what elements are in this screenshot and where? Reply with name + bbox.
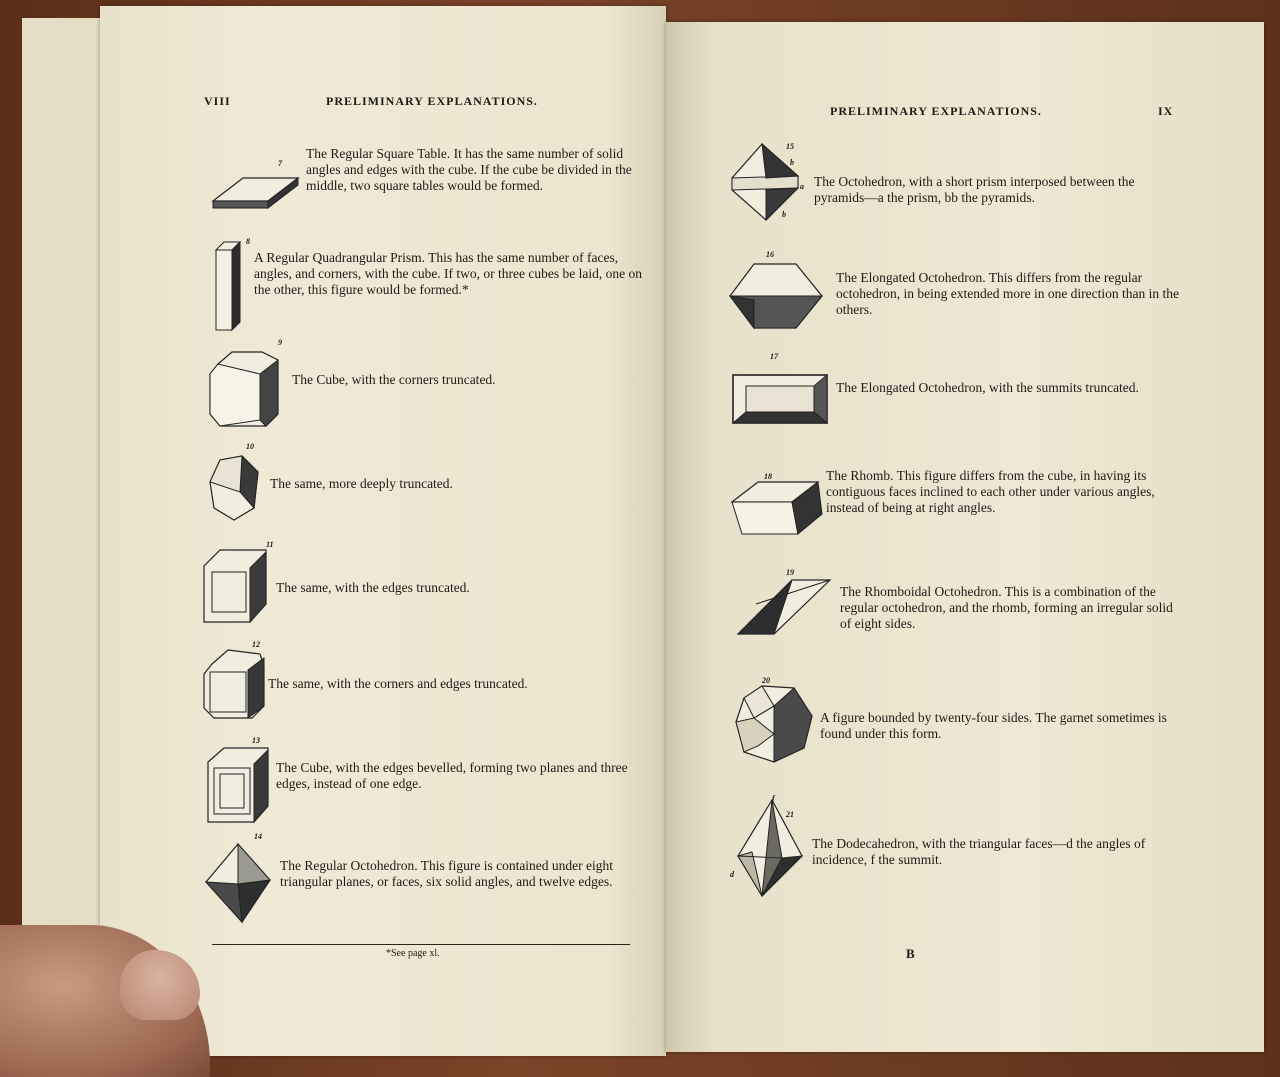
left-page xyxy=(100,6,666,1056)
figure-number-10: 10 xyxy=(246,442,254,451)
figure-9-truncated-cube xyxy=(204,344,288,430)
figure-15-octohedron-with-prism xyxy=(726,140,806,224)
figure-18-rhomb xyxy=(728,478,824,538)
figure-number-20: 20 xyxy=(762,676,770,685)
figure-number-13: 13 xyxy=(252,736,260,745)
figure-14-regular-octohedron xyxy=(202,840,274,926)
right-page xyxy=(666,22,1264,1052)
footnote-rule xyxy=(212,944,630,945)
figure-number-9: 9 xyxy=(278,338,282,347)
entry-15-text: The Octohedron, with a short prism interposed between the pyramids—a the prism, bb the pyramids. xyxy=(814,174,1135,205)
figure-21-dodecahedron xyxy=(730,796,810,900)
entry-20-text: A figure bounded by twenty-four sides. The garnet sometimes is found under this form. xyxy=(820,710,1167,741)
figure-number-21: 21 xyxy=(786,810,794,819)
figure-number-11: 11 xyxy=(266,540,274,549)
entry-12-text: The same, with the corners and edges truncated. xyxy=(268,676,528,691)
figure-number-19: 19 xyxy=(786,568,794,577)
figure-number-14: 14 xyxy=(254,832,262,841)
figure-number-7: 7 xyxy=(278,159,282,168)
figure-17-truncated-elongated-octohedron xyxy=(730,372,830,426)
figure-7-square-table xyxy=(208,166,303,211)
entry-8-text: A Regular Quadrangular Prism. This has the same number of faces, angles, and corners, with the cube. If two, or three cubes be laid, one on the other, this figure would be formed.* xyxy=(254,250,642,297)
figure-21-label-f: f xyxy=(772,794,775,803)
figure-13-bevelled-cube xyxy=(204,744,274,826)
entry-16-text: The Elongated Octohedron. This differs from the regular octohedron, in being extended more in one direction than in the others. xyxy=(836,270,1180,317)
figure-15-label-b-top: b xyxy=(790,158,794,167)
page-number-right: IX xyxy=(1158,104,1174,118)
figure-number-16: 16 xyxy=(766,250,774,259)
figure-19-rhomboidal-octohedron xyxy=(734,576,834,638)
figure-15-label-b-bottom: b xyxy=(782,210,786,219)
figure-21-label-d: d xyxy=(730,870,734,879)
running-head-right: PRELIMINARY EXPLANATIONS. xyxy=(830,104,1042,118)
figure-number-12: 12 xyxy=(252,640,260,649)
figure-16-elongated-octohedron xyxy=(726,260,826,332)
entry-21-text: The Dodecahedron, with the triangular faces—d the angles of incidence, f the summit. xyxy=(812,836,1146,867)
entry-18-text: The Rhomb. This figure differs from the cube, in having its contiguous faces inclined to each other under various angles, instead of being at right angles. xyxy=(826,468,1155,515)
page-number-left: VIII xyxy=(204,94,231,108)
figure-20-twenty-four-sided xyxy=(732,682,816,766)
figure-12-corner-edge-truncated-cube xyxy=(202,646,268,722)
figure-number-18: 18 xyxy=(764,472,772,481)
entry-10-text: The same, more deeply truncated. xyxy=(270,476,453,491)
entry-9-text: The Cube, with the corners truncated. xyxy=(292,372,496,387)
entry-11-text: The same, with the edges truncated. xyxy=(276,580,470,595)
entry-7-text: The Regular Square Table. It has the same number of solid angles and edges with the cube. If the cube be divided in the middle, two square tables would be formed. xyxy=(306,146,632,193)
figure-number-17: 17 xyxy=(770,352,778,361)
entry-14-text: The Regular Octohedron. This figure is contained under eight triangular planes, or faces, six solid angles, and twelve edges. xyxy=(280,858,614,889)
signature-mark: B xyxy=(906,946,915,961)
figure-number-8: 8 xyxy=(246,237,250,246)
running-head-left: PRELIMINARY EXPLANATIONS. xyxy=(326,94,538,108)
entry-13-text: The Cube, with the edges bevelled, forming two planes and three edges, instead of one edge. xyxy=(276,760,628,791)
figure-11-edge-truncated-cube xyxy=(200,546,272,626)
figure-number-15: 15 xyxy=(786,142,794,151)
figure-10-deep-truncated-cube xyxy=(206,452,266,524)
figure-8-prism xyxy=(212,238,248,334)
footnote: *See page xl. xyxy=(386,948,440,959)
entry-17-text: The Elongated Octohedron, with the summits truncated. xyxy=(836,380,1139,395)
figure-15-label-a: a xyxy=(800,182,804,191)
entry-19-text: The Rhomboidal Octohedron. This is a combination of the regular octohedron, and the rhomb, forming an irregular solid of eight sides. xyxy=(840,584,1173,631)
